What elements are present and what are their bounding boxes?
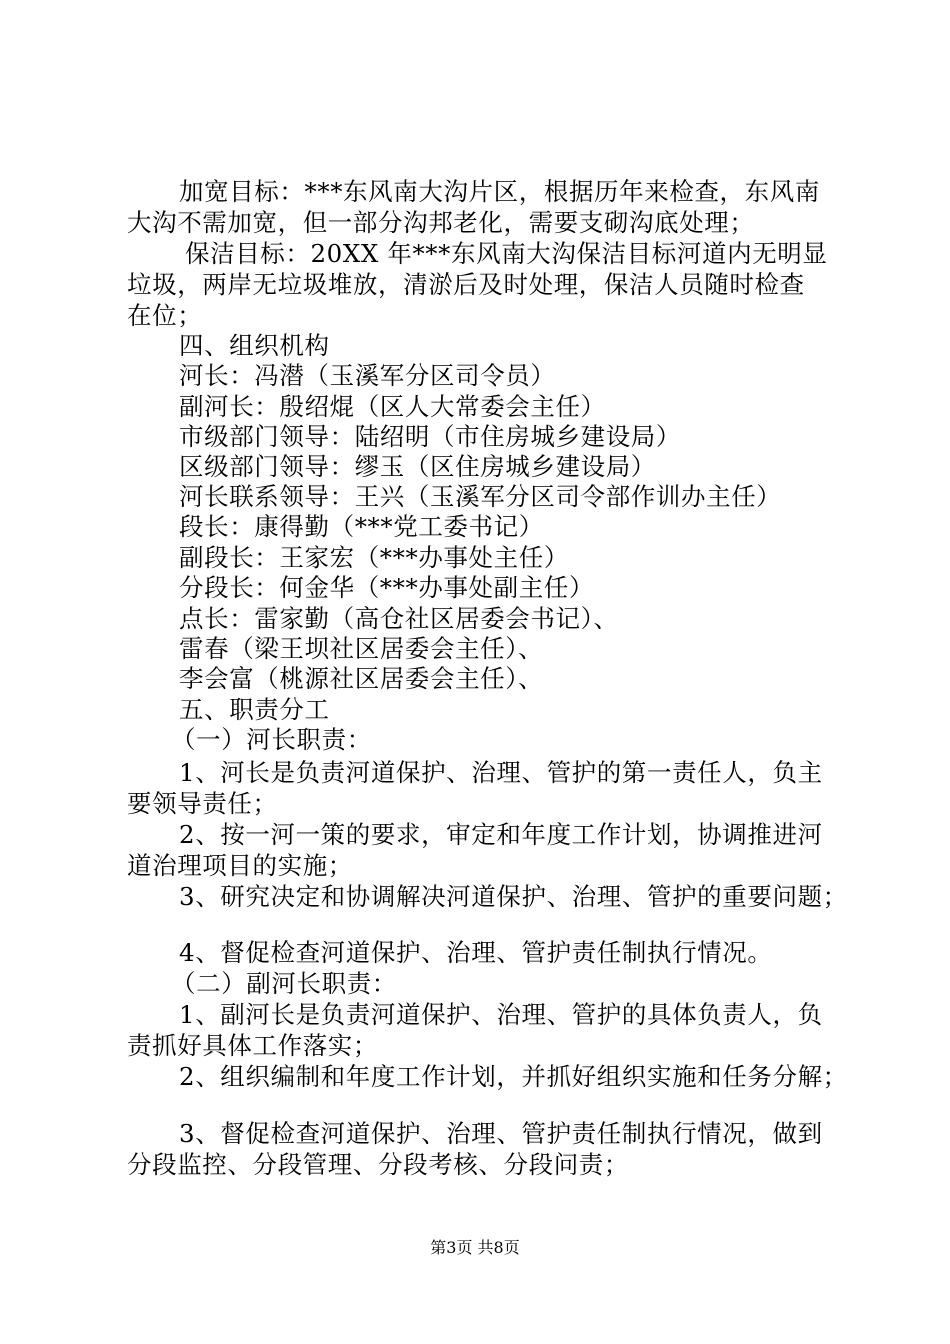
text-line: 河长：冯潜（玉溪军分区司令员） [179, 361, 556, 390]
text-line: 河长联系领导：王兴（玉溪军分区司令部作训办主任） [179, 482, 782, 511]
text-line: 道治理项目的实施； [127, 851, 353, 880]
section-heading: 四、组织机构 [179, 331, 330, 360]
text-line: 2、按一河一策的要求，审定和年度工作计划，协调推进河 [179, 820, 823, 849]
text-line: 副河长：殷绍焜（区人大常委会主任） [179, 392, 606, 421]
page-number-footer: 第3页 共8页 [430, 1238, 520, 1257]
text-line: 李会富（桃源社区居委会主任）、 [179, 664, 544, 693]
text-line: 责抓好具体工作落实； [127, 1031, 378, 1060]
text-line: 段长：康得勤（***党工委书记） [179, 512, 544, 541]
text-line: 市级部门领导：陆绍明（市住房城乡建设局） [179, 422, 681, 451]
text-line: 在位； [127, 301, 203, 330]
text-line: 1、河长是负责河道保护、治理、管护的第一责任人，负主 [179, 758, 823, 787]
text-line: 3、研究决定和协调解决河道保护、治理、管护的重要问题； [179, 882, 848, 911]
text-line: 分段长：何金华（***办事处副主任） [179, 573, 595, 602]
text-line: 2、组织编制和年度工作计划，并抓好组织实施和任务分解； [179, 1062, 848, 1091]
text-line: 要领导责任； [127, 789, 278, 818]
text-line: 3、督促检查河道保护、治理、管护责任制执行情况，做到 [179, 1119, 823, 1148]
text-line: 垃圾，两岸无垃圾堆放，清淤后及时处理，保洁人员随时检查 [127, 270, 805, 299]
text-line: 分段监控、分段管理、分段考核、分段问责； [127, 1150, 629, 1179]
text-line: 加宽目标：***东风南大沟片区，根据历年来检查，东风南 [179, 177, 820, 206]
text-line: 雷春（梁王坝社区居委会主任）、 [179, 634, 544, 663]
text-line: 4、督促检查河道保护、治理、管护责任制执行情况。 [179, 938, 773, 967]
text-line: 区级部门领导：缪玉（区住房城乡建设局） [179, 452, 656, 481]
section-heading: 五、职责分工 [179, 695, 330, 724]
subsection-heading: （一）河长职责： [171, 725, 372, 754]
text-line: 大沟不需加宽，但一部分沟邦老化，需要支砌沟底处理； [127, 208, 755, 237]
text-line: 点长：雷家勤（高仓社区居委会书记）、 [179, 604, 619, 633]
text-line: 保洁目标：20XX 年***东风南大沟保洁目标河道内无明显 [185, 239, 828, 268]
subsection-heading: （二）副河长职责： [171, 969, 397, 998]
text-line: 副段长：王家宏（***办事处主任） [179, 543, 569, 572]
text-line: 1、副河长是负责河道保护、治理、管护的具体负责人，负 [179, 1000, 823, 1029]
